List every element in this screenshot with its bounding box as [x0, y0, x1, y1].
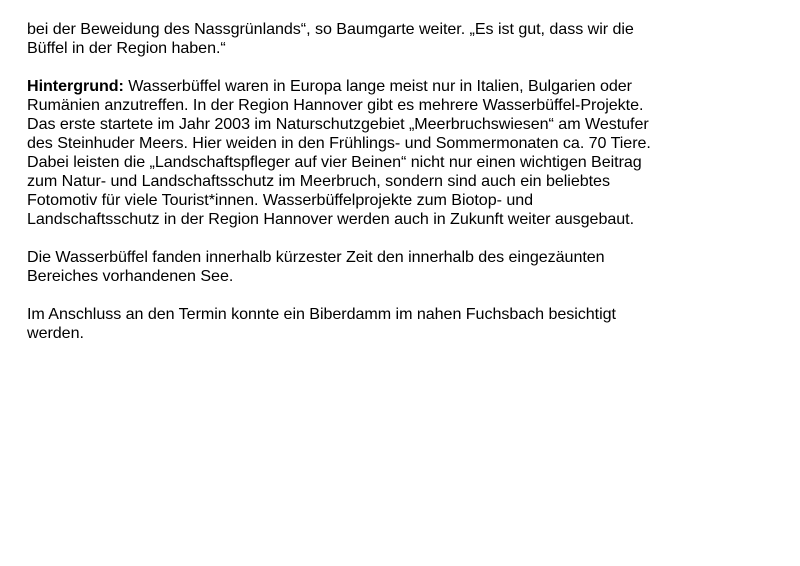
text-line-first — [27, 77, 787, 96]
text-line: Das erste startete im Jahr 2003 im Naturschutzgebiet „Meerbruchswiesen“ am Westufer — [27, 115, 649, 133]
text-line: Fotomotiv für viele Tourist*innen. Wasserbüffelprojekte zum Biotop- und — [27, 191, 534, 209]
text-line: bei der Beweidung des Nassgrünlands“, so Baumgarte weiter. „Es ist gut, dass wir die — [27, 20, 634, 38]
text-line: zum Natur- und Landschaftsschutz im Meerbruch, sondern sind auch ein beliebtes — [27, 172, 610, 190]
text-line: Rumänien anzutreffen. In der Region Hannover gibt es mehrere Wasserbüffel-Projekte. — [27, 96, 644, 114]
text-line: Bereiches vorhandenen See. — [27, 267, 234, 285]
paragraph-beaver-dam — [27, 305, 787, 343]
paragraph-lake — [27, 248, 787, 286]
text-line: Dabei leisten die „Landschaftspfleger auf vier Beinen“ nicht nur einen wichtigen Beitrag — [27, 153, 642, 171]
paragraph-background — [27, 77, 787, 229]
text-line-rest: Wasserbüffel waren in Europa lange meist nur in Italien, Bulgarien oder — [123, 77, 632, 95]
background-heading: Hintergrund: — [27, 77, 124, 95]
text-line: werden. — [27, 324, 84, 342]
text-line: Die Wasserbüffel fanden innerhalb kürzester Zeit den innerhalb des eingezäunten — [27, 248, 605, 266]
paragraph-quote — [27, 20, 787, 58]
document-page — [27, 20, 787, 362]
text-line: Büffel in der Region haben.“ — [27, 39, 226, 57]
text-line: des Steinhuder Meers. Hier weiden in den Frühlings- und Sommermonaten ca. 70 Tiere. — [27, 134, 651, 152]
text-line: Landschaftsschutz in der Region Hannover werden auch in Zukunft weiter ausgebaut. — [27, 210, 634, 228]
text-line: Im Anschluss an den Termin konnte ein Biberdamm im nahen Fuchsbach besichtigt — [27, 305, 616, 323]
